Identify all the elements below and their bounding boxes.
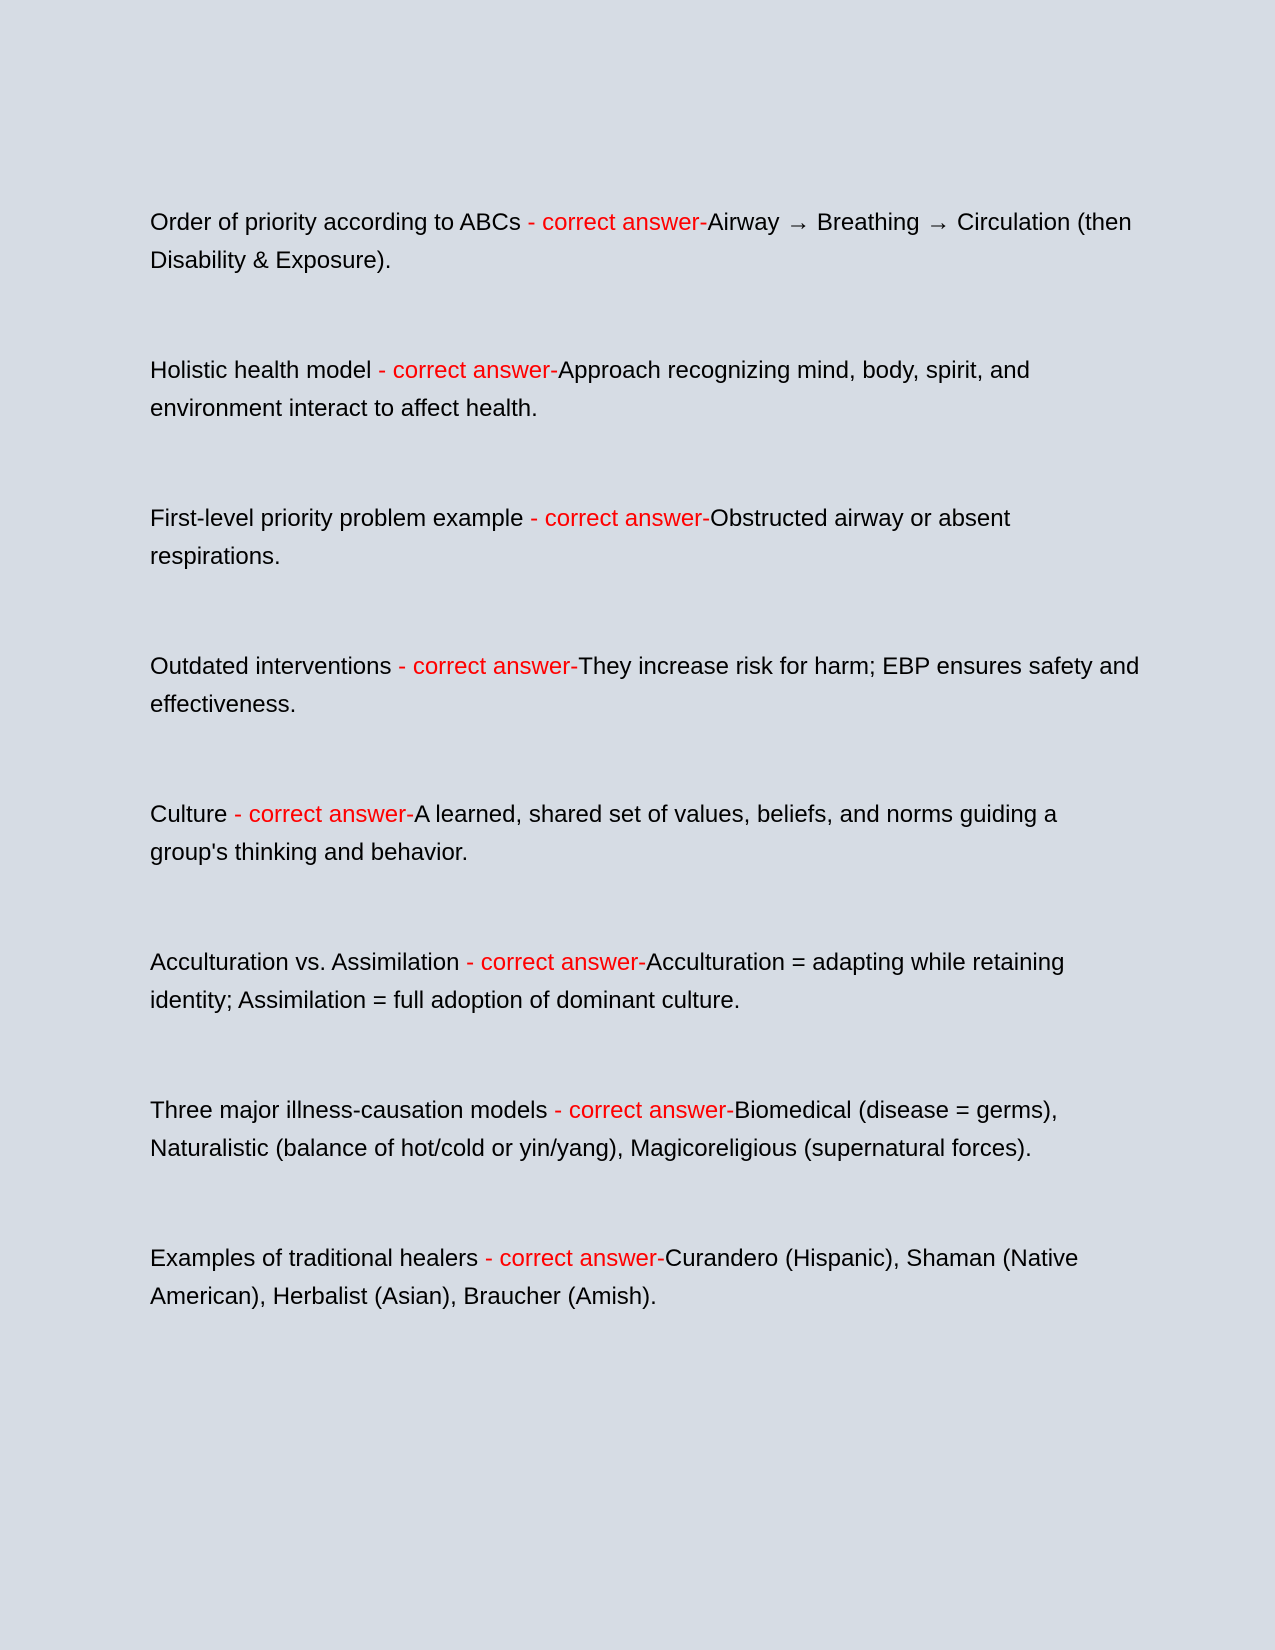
entry-answer: Approach recognizing mind, body, spirit, and environment interact to affect health. bbox=[150, 357, 1030, 422]
entry-answer: Airway → Breathing → Circulation (then Disability & Exposure). bbox=[150, 209, 1132, 274]
entry-term: Three major illness-causation models bbox=[150, 1097, 548, 1124]
correct-answer-marker: - correct answer- bbox=[459, 949, 647, 976]
entry-answer: A learned, shared set of values, beliefs, and norms guiding a group's thinking and behavior. bbox=[150, 801, 1058, 866]
entry-term: Holistic health model bbox=[150, 357, 372, 384]
flashcard-entry bbox=[150, 944, 1140, 1020]
flashcard-list bbox=[150, 204, 1140, 1388]
flashcard-entry bbox=[150, 500, 1140, 576]
entry-term: First-level priority problem example bbox=[150, 505, 524, 532]
flashcard-entry bbox=[150, 352, 1140, 428]
entry-answer: Curandero (Hispanic), Shaman (Native American), Herbalist (Asian), Braucher (Amish). bbox=[150, 1245, 1079, 1310]
entry-term: Culture bbox=[150, 801, 228, 828]
correct-answer-marker: - correct answer- bbox=[227, 801, 415, 828]
correct-answer-marker: - correct answer- bbox=[547, 1097, 735, 1124]
correct-answer-marker: - correct answer- bbox=[391, 653, 579, 680]
flashcard-entry bbox=[150, 1240, 1140, 1316]
correct-answer-marker: - correct answer- bbox=[478, 1245, 665, 1272]
entry-answer: Acculturation = adapting while retaining identity; Assimilation = full adoption of dominant culture. bbox=[150, 949, 1065, 1014]
entry-term: Order of priority according to ABCs bbox=[150, 209, 521, 236]
entry-answer: Biomedical (disease = germs), Naturalistic (balance of hot/cold or yin/yang), Magicoreligious (supernatural forces). bbox=[150, 1097, 1058, 1162]
entry-term: Outdated interventions bbox=[150, 653, 392, 680]
flashcard-entry bbox=[150, 796, 1140, 872]
correct-answer-marker: - correct answer- bbox=[520, 209, 708, 236]
flashcard-entry bbox=[150, 648, 1140, 724]
correct-answer-marker: - correct answer- bbox=[371, 357, 559, 384]
entry-answer: Obstructed airway or absent respirations. bbox=[150, 505, 1011, 570]
flashcard-entry bbox=[150, 204, 1140, 280]
flashcard-entry bbox=[150, 1092, 1140, 1168]
entry-term: Examples of traditional healers bbox=[150, 1245, 479, 1272]
correct-answer-marker: - correct answer- bbox=[523, 505, 711, 532]
entry-answer: They increase risk for harm; EBP ensures safety and effectiveness. bbox=[150, 653, 1140, 718]
entry-term: Acculturation vs. Assimilation bbox=[150, 949, 460, 976]
